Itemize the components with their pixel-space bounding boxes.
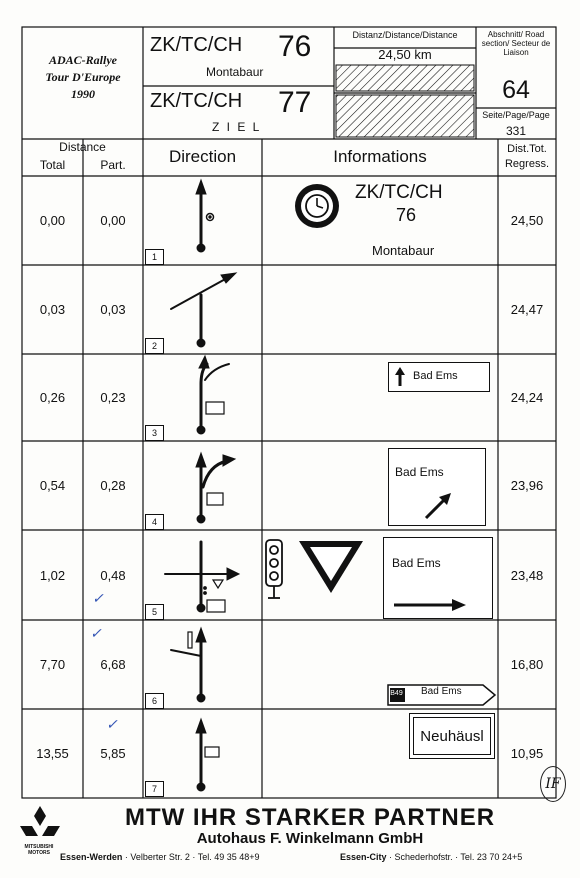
col-partial: Part. — [100, 158, 126, 172]
row4-partial: 0,28 — [100, 478, 126, 493]
row5-total: 1,02 — [39, 567, 66, 583]
row3-index: 3 — [145, 425, 164, 441]
addr1-city: Essen-Werden — [60, 852, 123, 862]
arrow-up-icon — [395, 367, 405, 387]
direction-diagrams — [143, 176, 262, 798]
col-direction: Direction — [168, 147, 237, 166]
rally-title — [24, 52, 142, 103]
row6-regress: 16,80 — [510, 657, 544, 672]
arrow-diagonal-icon — [423, 491, 453, 521]
addr2-rest: · Schederhofstr. · Tel. 23 70 24+5 — [389, 852, 523, 862]
sign-row3-label: Bad Ems — [413, 370, 458, 382]
tulip-4 — [196, 453, 235, 523]
row2-partial: 0,03 — [100, 302, 126, 317]
sign-row5-label: Bad Ems — [392, 556, 441, 570]
tulip-2 — [171, 273, 236, 347]
info-control-number: 76 — [396, 205, 417, 225]
addr2-city: Essen-City — [340, 852, 387, 862]
addr1-rest: · Velberter Str. 2 · Tel. 49 35 48+9 — [124, 852, 260, 862]
row7-total: 13,55 — [36, 746, 69, 761]
section-value: 64 — [502, 76, 530, 104]
tc2-place: Z I E L — [212, 120, 262, 134]
tc1-place: Montabaur — [206, 65, 264, 79]
page-value: 331 — [505, 124, 527, 138]
tc2-code: ZK/TC/CH — [150, 90, 243, 112]
check-mark-row6: ✓ — [90, 626, 102, 642]
mitsubishi-brand — [14, 844, 64, 856]
row1-index: 1 — [145, 249, 164, 265]
yield-sign-icon — [296, 538, 366, 598]
footer-dealer: Autohaus F. Winkelmann GmbH — [196, 830, 424, 847]
row5-regress: 23,48 — [510, 567, 544, 583]
page-label: Seite/Page/Page — [482, 110, 550, 120]
row1-partial: 0,00 — [100, 213, 126, 228]
row5-index: 5 — [145, 604, 164, 620]
row6-total: 7,70 — [39, 657, 66, 672]
traffic-light-icon — [264, 538, 286, 600]
tulip-3 — [197, 356, 229, 434]
row4-regress: 23,96 — [510, 478, 544, 493]
row3-regress: 24,24 — [510, 390, 544, 405]
rally-year: 1990 — [71, 87, 95, 101]
rally-line2: Tour D'Europe — [45, 70, 121, 84]
footer-slogan: MTW IHR STARKER PARTNER — [124, 804, 496, 831]
col-distance: Distance — [59, 140, 106, 154]
row3-partial: 0,23 — [100, 390, 126, 405]
row4-total: 0,54 — [39, 478, 66, 493]
control-point-icon — [292, 181, 342, 231]
sign-row6-route: B49 — [390, 690, 403, 697]
sign-row4-label: Bad Ems — [395, 465, 444, 479]
tulip-5 — [165, 542, 239, 612]
col-informations: Informations — [333, 147, 427, 166]
rally-line1: ADAC-Rallye — [49, 53, 117, 67]
col-regress: Dist.Tot. Regress. — [504, 143, 550, 170]
distance-label: Distanz/Distance/Distance — [352, 30, 458, 40]
row1-total: 0,00 — [39, 213, 66, 228]
info-control-place: Montabaur — [372, 243, 435, 258]
row7-partial: 5,85 — [100, 746, 126, 761]
row2-regress: 24,47 — [510, 302, 544, 317]
tulip-7 — [196, 719, 219, 791]
row2-index: 2 — [145, 338, 164, 354]
tc2-number: 77 — [278, 86, 312, 119]
sign-row7 — [409, 713, 495, 759]
row3-total: 0,26 — [39, 390, 66, 405]
tulip-1 — [196, 180, 214, 252]
sign-row5 — [383, 537, 493, 619]
row1-regress: 24,50 — [510, 213, 544, 228]
mitsubishi-logo-icon — [20, 806, 60, 842]
sign-row4 — [388, 448, 486, 526]
row4-index: 4 — [145, 514, 164, 530]
tc1-code: ZK/TC/CH — [150, 34, 243, 56]
sign-row3 — [388, 362, 490, 392]
row7-regress: 10,95 — [510, 746, 544, 761]
check-mark-row5: ✓ — [92, 591, 104, 607]
sign-row7-label: Neuhäusl — [413, 717, 491, 755]
row5-partial: 0,48 — [100, 567, 126, 583]
footer-address-1 — [60, 852, 260, 862]
tulip-6 — [171, 628, 206, 702]
brand-line1: MITSUBISHI — [24, 844, 54, 850]
col-total: Total — [39, 158, 66, 172]
tc1-number: 76 — [278, 30, 312, 63]
distance-value: 24,50 km — [378, 47, 432, 62]
hatched-area-2 — [336, 95, 474, 137]
section-label: Abschnitt/ Road section/ Secteur de Liaison — [481, 30, 551, 57]
info-control-code: ZK/TC/CH — [355, 182, 443, 203]
row2-total: 0,03 — [39, 302, 66, 317]
check-mark-row7: ✓ — [106, 717, 118, 733]
row6-index: 6 — [145, 693, 164, 709]
footer-address-2 — [340, 852, 522, 862]
arrow-right-icon — [394, 598, 466, 612]
hatched-area-1 — [336, 65, 474, 91]
row7-index: 7 — [145, 781, 164, 797]
brand-line2: MOTORS — [28, 850, 50, 856]
row6-partial: 6,68 — [100, 657, 126, 672]
handwritten-initials: IF — [540, 766, 566, 802]
sign-row6-label: Bad Ems — [421, 686, 462, 697]
